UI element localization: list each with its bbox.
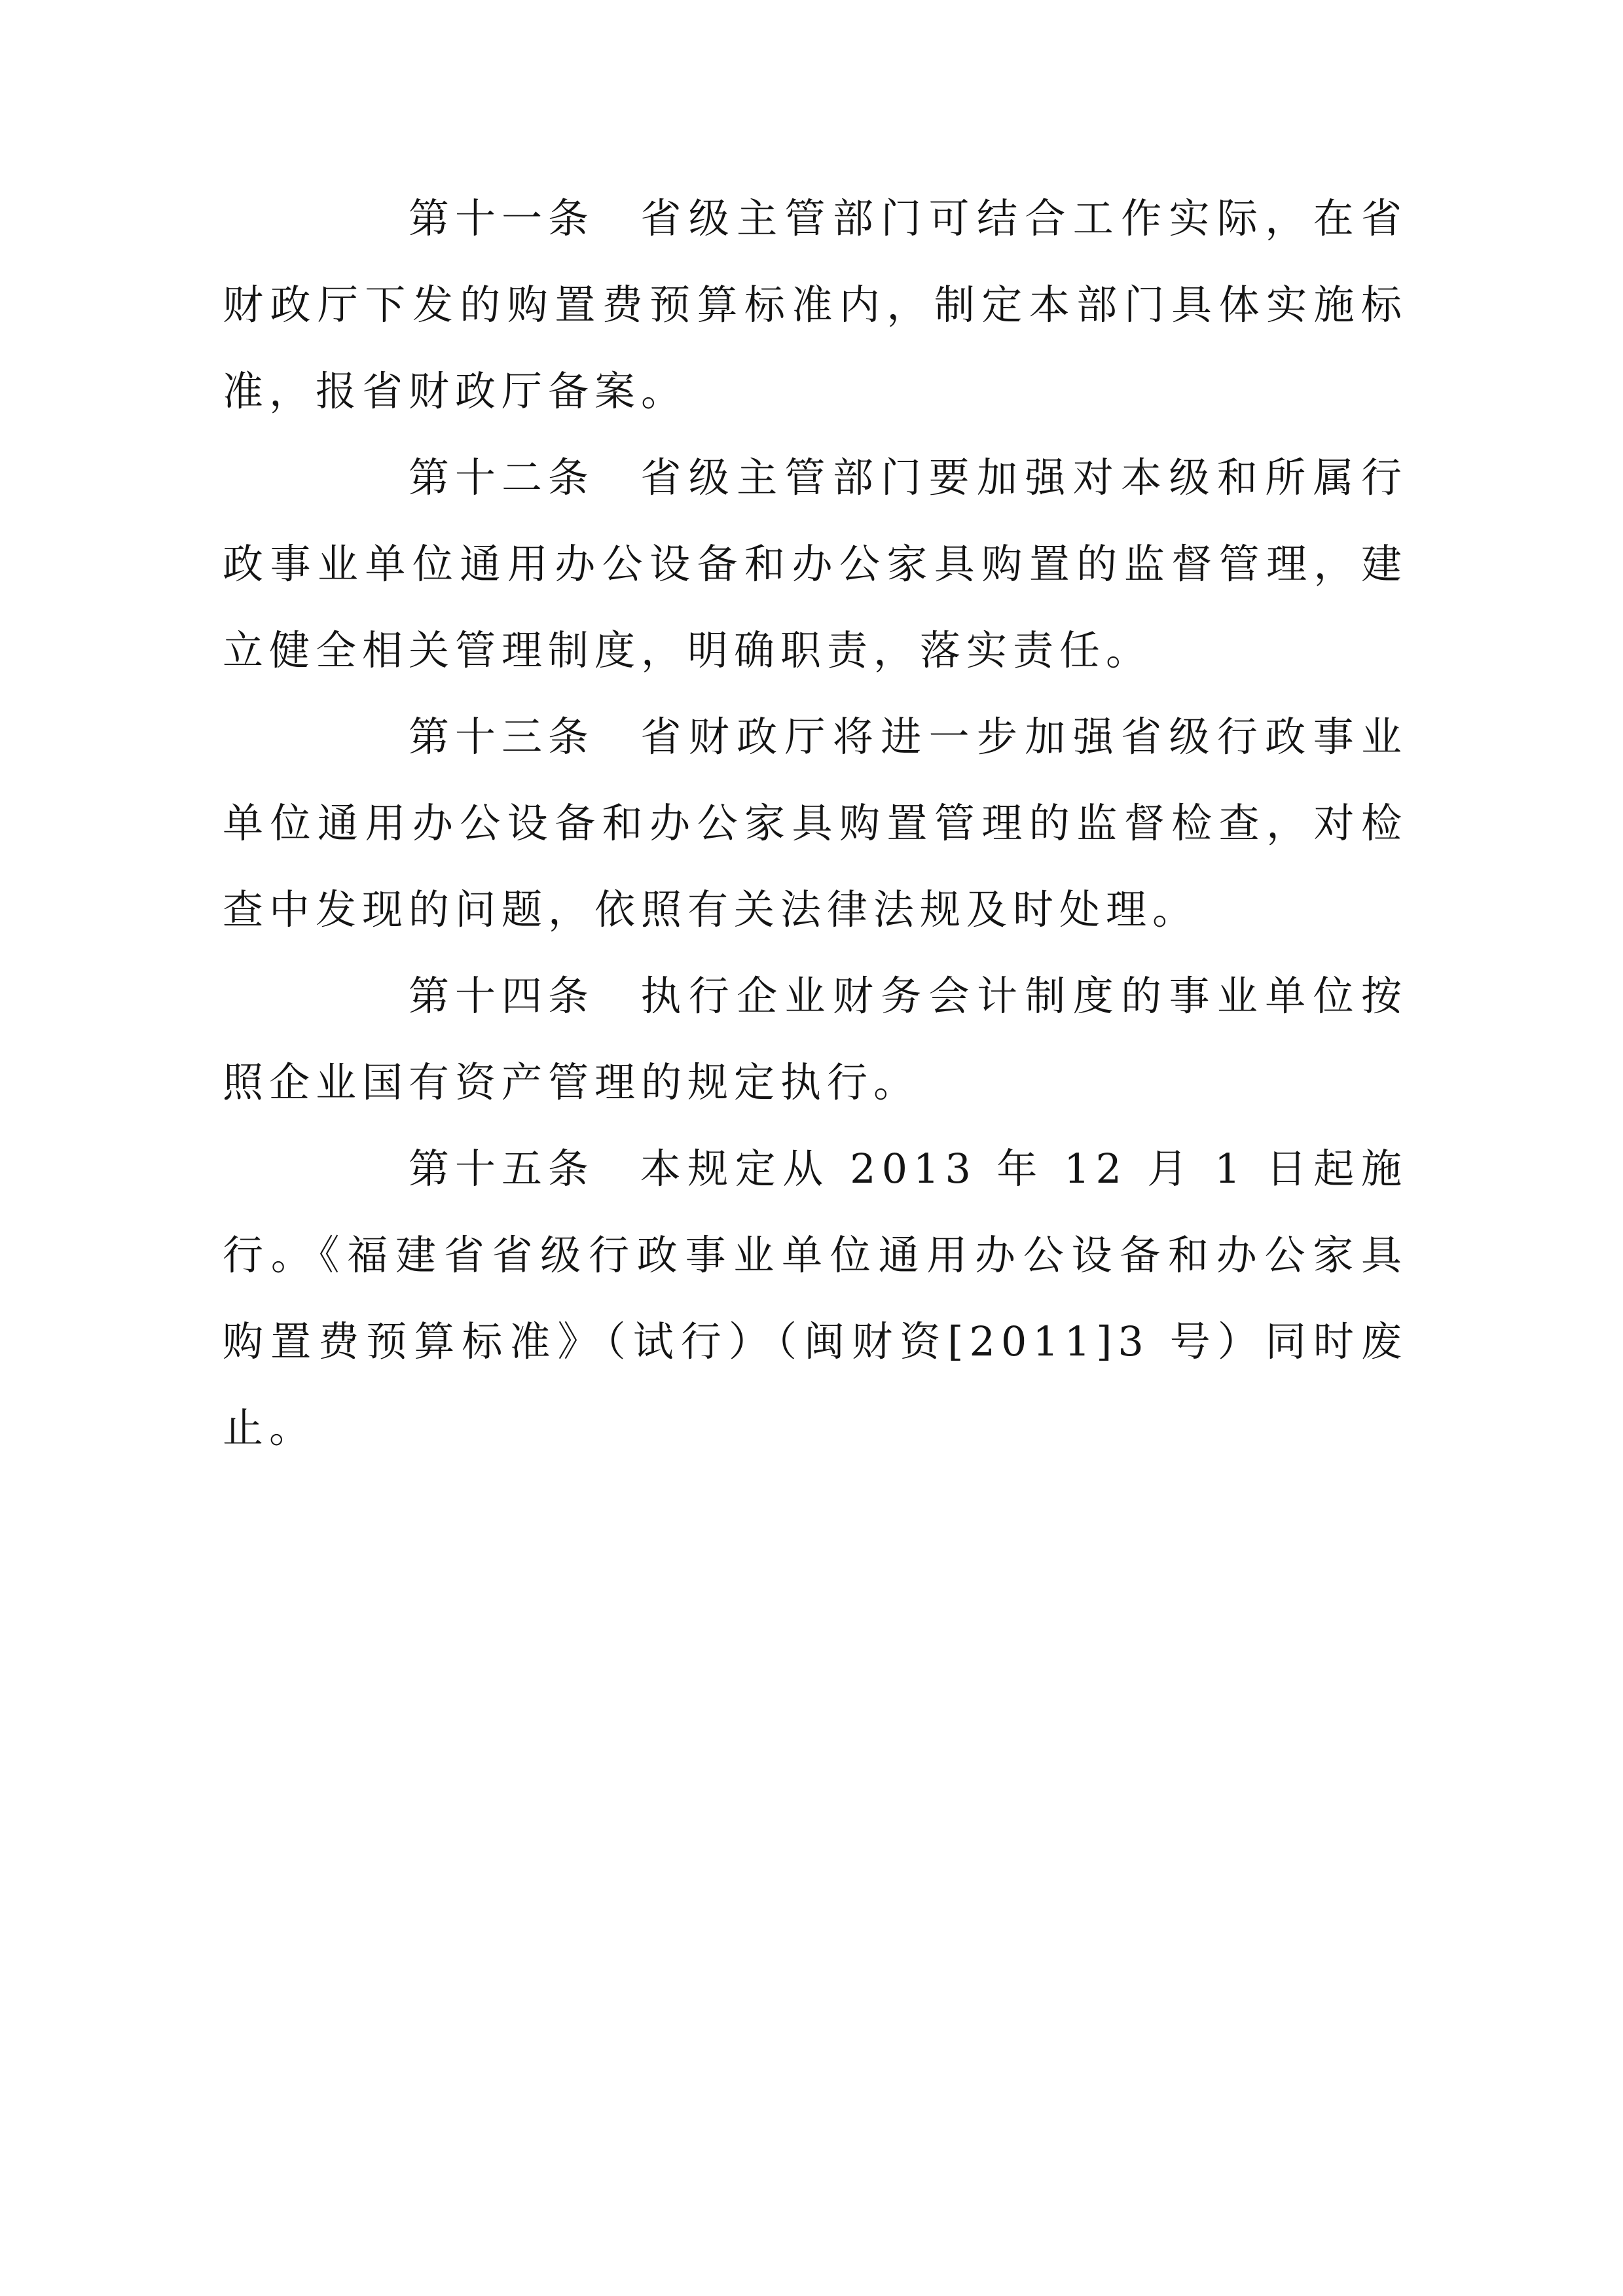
article-14 bbox=[223, 953, 1408, 1126]
article-text: 省级主管部门可结合工作实际，在省财政厅下发的购置费预算标准内，制定本部门具体实施标准，报省财政厅备案。 bbox=[223, 194, 1408, 415]
article-number: 第十一条 bbox=[409, 194, 595, 242]
article-number: 第十四条 bbox=[409, 972, 595, 1020]
article-13 bbox=[223, 694, 1408, 953]
document-body bbox=[223, 175, 1408, 1471]
article-text: 执行企业财务会计制度的事业单位按照企业国有资产管理的规定执行。 bbox=[223, 972, 1408, 1106]
article-number: 第十五条 bbox=[409, 1145, 595, 1193]
article-text: 省级主管部门要加强对本级和所属行政事业单位通用办公设备和办公家具购置的监督管理，建立健全相关管理制度，明确职责，落实责任。 bbox=[223, 454, 1408, 674]
article-text: 省财政厅将进一步加强省级行政事业单位通用办公设备和办公家具购置管理的监督检查，对检查中发现的问题，依照有关法律法规及时处理。 bbox=[223, 713, 1408, 933]
article-number: 第十二条 bbox=[409, 454, 595, 501]
article-11 bbox=[223, 175, 1408, 435]
article-number: 第十三条 bbox=[409, 713, 595, 761]
article-text: 本规定从 2013 年 12 月 1 日起施行。《福建省省级行政事业单位通用办公设备和办公家具购置费预算标准》（试行）（闽财资[2011]3 号）同时废止。 bbox=[223, 1145, 1408, 1452]
article-12 bbox=[223, 435, 1408, 694]
article-15 bbox=[223, 1126, 1408, 1471]
